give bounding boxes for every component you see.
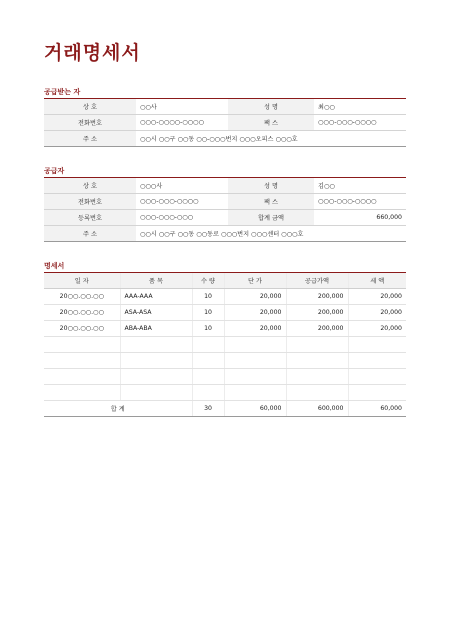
- supplier-fax-label: 팩 스: [228, 194, 314, 210]
- supplier-reg-label: 등록번호: [44, 210, 136, 226]
- supplier-section-label: 공급자: [44, 167, 65, 175]
- receiver-phone-label: 전화번호: [44, 115, 136, 131]
- page-title: 거래명세서: [44, 42, 141, 64]
- row-qty: 10: [192, 289, 224, 305]
- receiver-phone: ○○○-○○○○-○○○○: [136, 115, 228, 131]
- supplier-table: [44, 177, 406, 242]
- row-tax: 20,000: [348, 289, 406, 305]
- sum-label: 합 계: [44, 401, 192, 417]
- supplier-phone: ○○○-○○○-○○○○: [136, 194, 228, 210]
- empty-row: [44, 369, 406, 385]
- row-qty: 10: [192, 321, 224, 337]
- row-item: ABA-ABA: [120, 321, 192, 337]
- row-supply: 200,000: [286, 321, 348, 337]
- row-supply: 200,000: [286, 289, 348, 305]
- sum-row: [44, 401, 406, 417]
- empty-row: [44, 353, 406, 369]
- receiver-name-label: 성 명: [228, 99, 314, 115]
- sum-qty: 30: [192, 401, 224, 417]
- supplier-address-label: 주 소: [44, 226, 136, 242]
- supplier-phone-label: 전화번호: [44, 194, 136, 210]
- details-table: [44, 272, 406, 417]
- row-date: 20○○.○○.○○: [44, 305, 120, 321]
- receiver-fax: ○○○-○○○-○○○○: [314, 115, 406, 131]
- supplier-total-label: 합계 금액: [228, 210, 314, 226]
- row-item: AAA-AAA: [120, 289, 192, 305]
- empty-row: [44, 385, 406, 401]
- supplier-total: 660,000: [314, 210, 406, 226]
- receiver-company-label: 상 호: [44, 99, 136, 115]
- row-supply: 200,000: [286, 305, 348, 321]
- supplier-company-label: 상 호: [44, 178, 136, 194]
- header-qty: 수 량: [192, 273, 224, 289]
- receiver-section-label: 공급받는 자: [44, 88, 81, 96]
- supplier-address: ○○시 ○○구 ○○동 ○○동로 ○○○번지 ○○○센터 ○○○호: [136, 226, 406, 242]
- header-tax: 세 액: [348, 273, 406, 289]
- header-item: 품 목: [120, 273, 192, 289]
- receiver-address: ○○시 ○○구 ○○동 ○○-○○○번지 ○○○오피스 ○○○호: [136, 131, 406, 147]
- row-qty: 10: [192, 305, 224, 321]
- supplier-name: 김○○: [314, 178, 406, 194]
- table-row: [44, 305, 406, 321]
- row-unit: 20,000: [224, 289, 286, 305]
- receiver-name: 최○○: [314, 99, 406, 115]
- supplier-company: ○○○사: [136, 178, 228, 194]
- supplier-name-label: 성 명: [228, 178, 314, 194]
- row-date: 20○○.○○.○○: [44, 321, 120, 337]
- row-tax: 20,000: [348, 305, 406, 321]
- supplier-reg: ○○○-○○○-○○○: [136, 210, 228, 226]
- header-unit: 단 가: [224, 273, 286, 289]
- row-tax: 20,000: [348, 321, 406, 337]
- row-item: ASA-ASA: [120, 305, 192, 321]
- sum-tax: 60,000: [348, 401, 406, 417]
- empty-row: [44, 337, 406, 353]
- row-date: 20○○.○○.○○: [44, 289, 120, 305]
- receiver-fax-label: 팩 스: [228, 115, 314, 131]
- sum-unit: 60,000: [224, 401, 286, 417]
- receiver-address-label: 주 소: [44, 131, 136, 147]
- row-unit: 20,000: [224, 321, 286, 337]
- supplier-fax: ○○○-○○○-○○○○: [314, 194, 406, 210]
- receiver-company: ○○사: [136, 99, 228, 115]
- row-unit: 20,000: [224, 305, 286, 321]
- header-supply: 공급가액: [286, 273, 348, 289]
- details-section-label: 명세서: [44, 262, 65, 270]
- sum-supply: 600,000: [286, 401, 348, 417]
- table-row: [44, 321, 406, 337]
- header-date: 일 자: [44, 273, 120, 289]
- table-row: [44, 289, 406, 305]
- receiver-table: [44, 98, 406, 147]
